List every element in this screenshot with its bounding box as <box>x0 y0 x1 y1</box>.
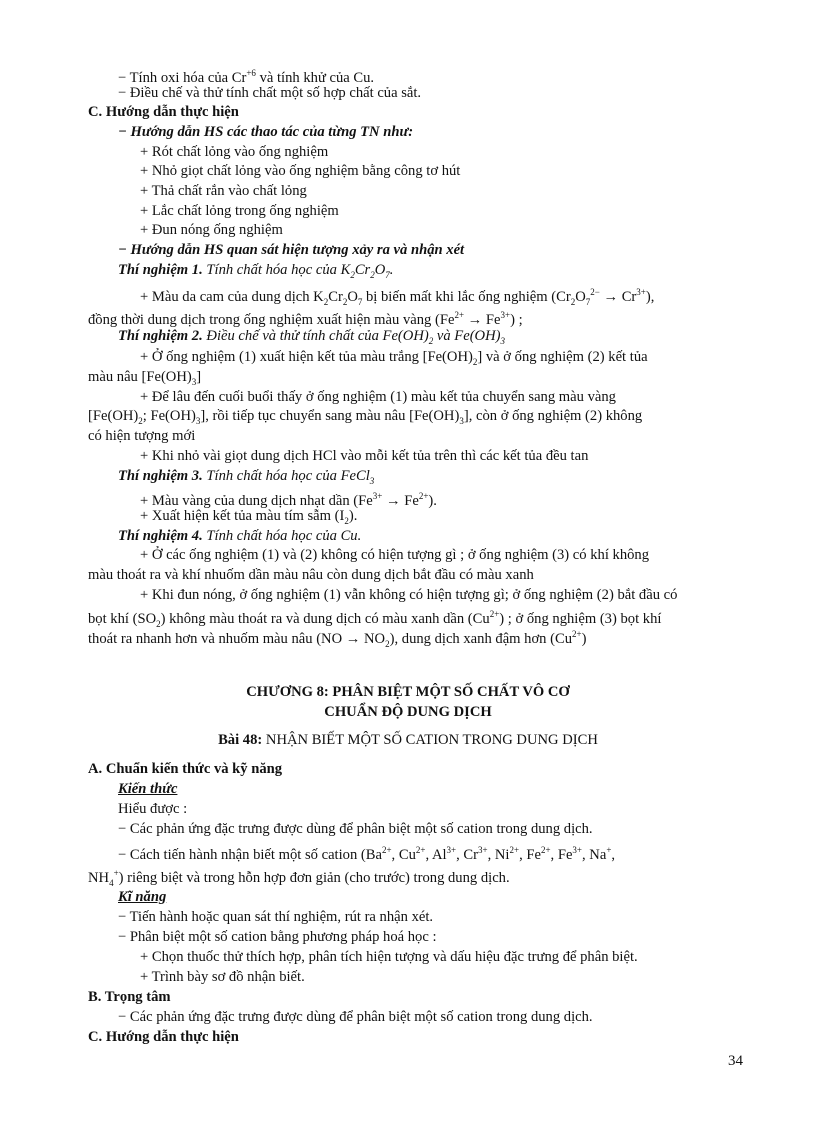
op-item: + Lắc chất lỏng trong ống nghiệm <box>140 203 339 219</box>
knowledge-title: Kiến thức <box>118 781 178 797</box>
lesson-title: Bài 48: NHẬN BIẾT MỘT SỐ CATION TRONG DUNG DỊCH <box>218 732 598 748</box>
page-number: 34 <box>728 1053 743 1069</box>
exp2-line: + Ở ống nghiệm (1) xuất hiện kết tủa màu trắng $[Fe(OH)_2]$ và ở ống nghiệm (2) kết tủa <box>140 349 648 367</box>
exp4-line: màu thoát ra và khí nhuốm dần màu nâu còn dung dịch bắt đầu có màu xanh <box>88 567 534 583</box>
section-heading-b: B. Trọng tâm <box>88 989 171 1005</box>
knowledge-line: − Cách tiến hành nhận biết một số cation ($Ba^{2+}$, $Cu^{2+}$, $Al^{3+}$, $Cr^{3+}$, $Ni^{2+}$, $Fe^{2+}$, $Fe^{3+}$, Na+, <box>118 845 616 863</box>
focus-line: − Các phản ứng đặc trưng được dùng để phân biệt một số cation trong dung dịch. <box>118 1009 593 1025</box>
skill-line: + Chọn thuốc thử thích hợp, phân tích hiện tượng và dấu hiệu đặc trưng để phân biệt. <box>140 949 638 965</box>
section-heading-c2: C. Hướng dẫn thực hiện <box>88 1029 239 1045</box>
chapter-subtitle: CHUẨN ĐỘ DUNG DỊCH <box>324 704 492 720</box>
exp1-line: + Màu da cam của dung dịch $K_2Cr_2O_7$ bị biến mất khi lắc ống nghiệm $(Cr_2O_7^{2-} \to Cr^{3+})$, <box>140 287 655 307</box>
exp4-line: bọt khí $(SO_2)$ không màu thoát ra và dung dịch có màu xanh dần $(Cu^{2+})$ ; ở ống nghiệm (3) bọt khí <box>88 609 662 629</box>
exp2-line: [$Fe(OH)_2$; $Fe(OH)_3$], rồi tiếp tục chuyển sang màu nâu $[Fe(OH)_3]$, còn ở ống nghiệm (2) không <box>88 408 643 426</box>
exp1-title: Thí nghiệm 1. Tính chất hóa học của $K_2Cr_2O_7$. <box>118 262 394 280</box>
chapter-title: CHƯƠNG 8: PHÂN BIỆT MỘT SỐ CHẤT VÔ CƠ <box>246 684 570 700</box>
bullet-line: − Tính oxi hóa của $Cr^{+6}$ và tính khử của Cu. <box>118 68 375 86</box>
skill-line: − Phân biệt một số cation bằng phương pháp hoá học : <box>118 929 437 945</box>
knowledge-line: $NH_4^+$) riêng biệt và trong hỗn hợp đơn giản (cho trước) trong dung dịch. <box>88 868 510 888</box>
exp3-line: + Xuất hiện kết tủa màu tím sẫm $(I_2)$. <box>140 508 358 526</box>
exp2-line: + Để lâu đến cuối buổi thấy ở ống nghiệm (1) màu kết tủa chuyển sang màu vàng <box>140 389 616 405</box>
exp3-title: Thí nghiệm 3. Tính chất hóa học của FeCl$_3$ <box>118 468 375 486</box>
op-item: + Rót chất lỏng vào ống nghiệm <box>140 144 329 160</box>
exp1-line: đồng thời dung dịch trong ống nghiệm xuất hiện màu vàng $(Fe^{2+} \to Fe^{3+})$ ; <box>88 310 523 328</box>
exp4-line: + Khi đun nóng, ở ống nghiệm (1) vẫn không có hiện tượng gì; ở ống nghiệm (2) bắt đầu có <box>140 587 678 603</box>
section-heading-a: A. Chuẩn kiến thức và kỹ năng <box>88 761 283 777</box>
skill-line: + Trình bày sơ đồ nhận biết. <box>140 969 305 985</box>
exp2-line: màu nâu $[Fe(OH)_3]$ <box>88 369 202 387</box>
bullet-line: − Điều chế và thử tính chất một số hợp chất của sắt. <box>118 85 422 101</box>
skill-line: − Tiến hành hoặc quan sát thí nghiệm, rút ra nhận xét. <box>118 909 434 925</box>
section-heading-c: C. Hướng dẫn thực hiện <box>88 104 239 120</box>
exp2-line: có hiện tượng mới <box>88 428 196 444</box>
exp2-line: + Khi nhỏ vài giọt dung dịch HCl vào mỗi kết tủa trên thì các kết tủa đều tan <box>140 448 589 464</box>
op-item: + Nhỏ giọt chất lỏng vào ống nghiệm bằng công tơ hút <box>140 163 461 179</box>
knowledge-line: − Các phản ứng đặc trưng được dùng để phân biệt một số cation trong dung dịch. <box>118 821 593 837</box>
op-item: + Thả chất rắn vào chất lỏng <box>140 183 307 199</box>
op-item: + Đun nóng ống nghiệm <box>140 222 283 238</box>
guide-ops-title: − Hướng dẫn HS các thao tác của từng TN như: <box>118 124 414 140</box>
understand-label: Hiểu được : <box>118 801 188 817</box>
exp4-title: Thí nghiệm 4. Tính chất hóa học của Cu. <box>118 528 362 544</box>
exp4-line: + Ở các ống nghiệm (1) và (2) không có hiện tượng gì ; ở ống nghiệm (3) có khí không <box>140 547 650 563</box>
exp4-line: thoát ra nhanh hơn và nhuốm màu nâu $(NO \to NO_2)$, dung dịch xanh đậm hơn $(Cu^{2+})$ <box>88 629 587 649</box>
guide-obs-title: − Hướng dẫn HS quan sát hiện tượng xảy ra và nhận xét <box>118 242 465 258</box>
skills-title: Kĩ năng <box>118 889 167 905</box>
exp3-line: + Màu vàng của dung dịch nhạt dần $(Fe^{3+} \to Fe^{2+})$. <box>140 491 437 509</box>
exp2-title: Thí nghiệm 2. Điều chế và thử tính chất của $Fe(OH)_2$ và $Fe(OH)_3$ <box>118 328 505 346</box>
